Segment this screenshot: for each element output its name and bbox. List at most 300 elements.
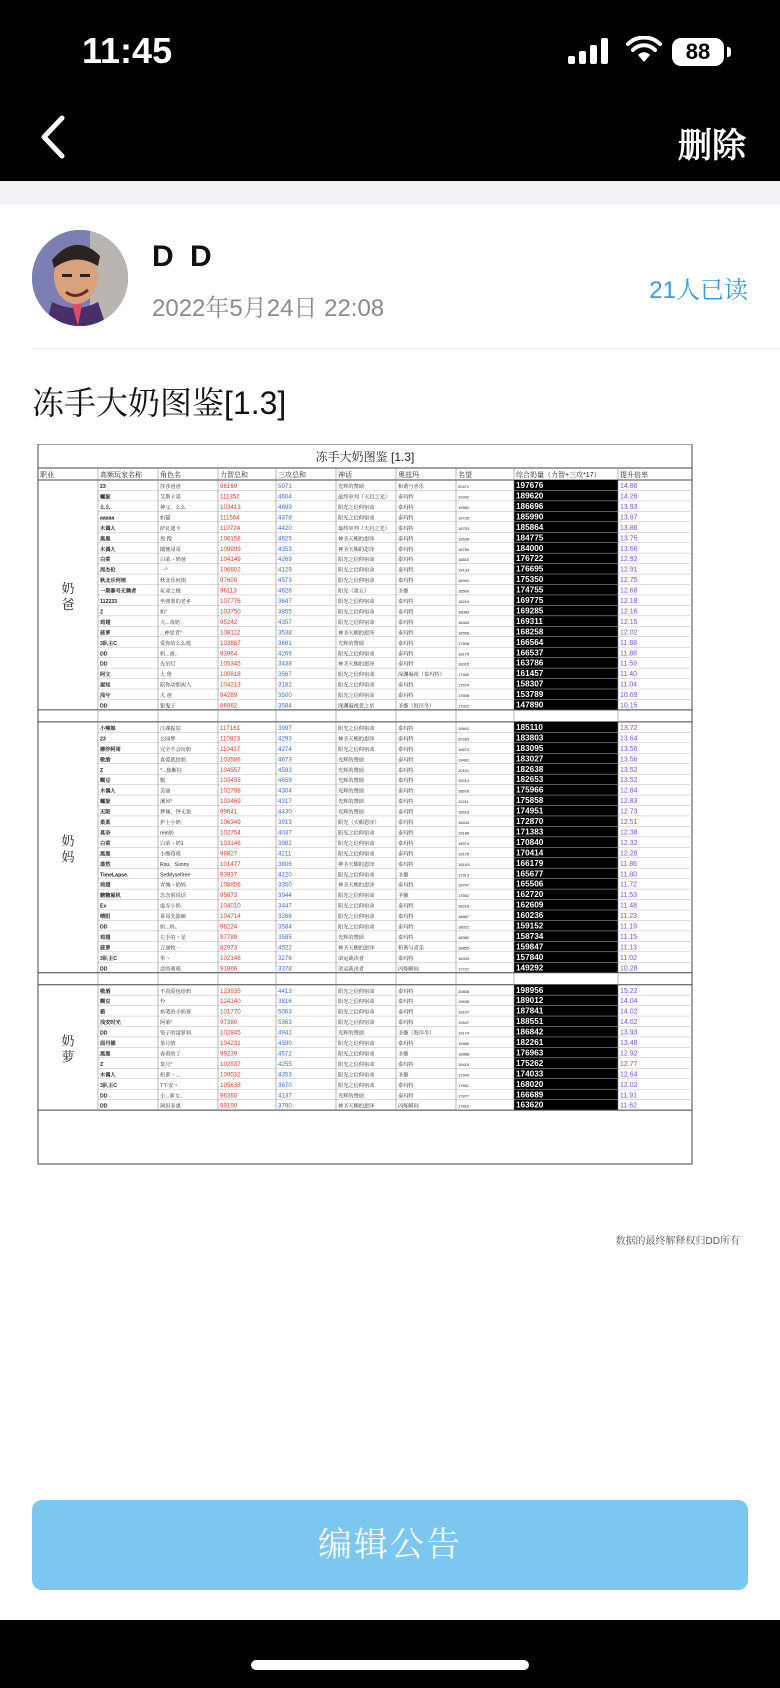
table-cell: 186696: [516, 501, 544, 511]
table-cell: 117161: [220, 724, 241, 732]
table-cell: 12.32: [620, 839, 638, 847]
table-cell: 18941: [458, 578, 470, 584]
table-cell: DD: [100, 703, 108, 710]
table-cell: 一^: [160, 567, 168, 574]
table-cell: 7不安丶: [160, 1082, 179, 1089]
table-cell: 12.02: [620, 1081, 638, 1089]
table-cell: 182638: [516, 764, 544, 774]
battery-indicator: 88: [672, 38, 724, 66]
table-cell: 185864: [516, 522, 544, 532]
table-cell: 19188: [458, 830, 470, 836]
table-cell: 阳光之信仰宿命: [338, 1061, 375, 1068]
table-cell: 19342: [458, 494, 470, 500]
table-cell: 泰玛特: [398, 725, 414, 732]
table-cell: 97609: [220, 577, 238, 585]
table-cell: 深渊凝视者之星: [338, 703, 375, 710]
table-cell: 泰玛特: [398, 788, 414, 795]
table-cell: 泰玛特: [398, 1061, 414, 1068]
table-cell: 11.53: [620, 892, 637, 900]
table-cell: 3585: [278, 933, 292, 941]
table-cell: 189620: [516, 491, 544, 501]
table-cell: 4220: [278, 871, 292, 879]
table-cell: 175262: [516, 1058, 544, 1068]
table-cell: 白菜: [100, 840, 111, 847]
table-cell: 100032: [220, 1071, 241, 1079]
table-cell: 183803: [516, 733, 544, 743]
table-cell: 111352: [220, 493, 240, 501]
table-cell: 157840: [516, 952, 544, 962]
table-cell: 17674: [458, 682, 470, 688]
table-cell: 3855: [278, 608, 292, 616]
header-cell: 角色名: [160, 472, 181, 479]
table-cell: 3816: [278, 998, 292, 1006]
table-cell: 124140: [220, 998, 241, 1006]
table-cell: 阳光之信仰宿命: [338, 1009, 375, 1016]
table-cell: 小辣娘: [100, 725, 116, 732]
table-cell: 4430: [278, 808, 292, 816]
table-cell: 11.80: [620, 871, 637, 879]
table-cell: 162609: [516, 900, 544, 910]
table-cell: 螺旋: [100, 799, 111, 806]
table-cell: 小熊莓霉: [160, 851, 181, 858]
divider: [32, 348, 780, 349]
table-cell: 白菜: [100, 557, 111, 564]
table-cell: 泰玛特: [398, 525, 414, 532]
table-cell: 阳光之信仰宿命: [338, 914, 375, 921]
table-cell: 147890: [516, 700, 544, 710]
table-cell: 泰玛特: [398, 651, 414, 658]
table-cell: 18574: [458, 840, 470, 846]
table-cell: ...神思者°: [160, 630, 182, 637]
table-cell: 光辉的赞颂: [338, 788, 364, 795]
table-cell: 11.48: [620, 902, 637, 910]
table-cell: 完全不会玩奶: [160, 746, 192, 753]
table-cell: 泰玛特: [398, 746, 414, 753]
table-cell: 木偶人: [100, 1072, 116, 1079]
table-cell: 泰玛特: [398, 1020, 414, 1027]
table-cell: 鸡翅: [100, 882, 111, 889]
table-cell: 神圣天赐的恩泽: [338, 630, 375, 637]
table-cell: 18163: [458, 861, 470, 867]
table-cell: 泰玛特: [398, 609, 414, 616]
table-cell: 4304: [278, 787, 292, 795]
table-cell: 169285: [516, 606, 544, 616]
table-cell: Z: [100, 767, 104, 774]
table-cell: 109999: [220, 545, 241, 553]
table-cell: 11.91: [620, 1092, 637, 1100]
table-cell: 11.59: [620, 660, 637, 668]
table-cell: 阳光之信仰宿命: [338, 872, 375, 879]
table-cell: 12.73: [620, 808, 638, 816]
table-cell: 102148: [220, 954, 241, 962]
table-cell: 17508: [458, 693, 470, 699]
table-cell: 大 鲁: [160, 672, 172, 679]
table-cell: 黑黑: [100, 536, 111, 543]
table-cell: 19536: [458, 536, 470, 542]
table-cell: 102469: [220, 798, 241, 806]
table-cell: 166537: [516, 648, 544, 658]
table-cell: 秋北乐何雨: [100, 578, 126, 585]
table-cell: 13.75: [620, 535, 638, 543]
table-cell: 3438: [278, 660, 292, 668]
read-count[interactable]: 21人已读: [649, 277, 748, 304]
table-cell: 茶月情: [160, 1041, 176, 1047]
table-cell: 泰玛特: [398, 1093, 414, 1100]
table-cell: 3567: [278, 671, 292, 679]
table-cell: 18780: [458, 546, 470, 552]
table-cell: 18015: [458, 661, 470, 667]
table-cell: 敬酒: [100, 757, 111, 764]
table-cell: 泰玛特: [398, 515, 414, 522]
table-cell: 光辉的赞颂: [338, 778, 364, 785]
table-cell: 11.02: [620, 954, 637, 962]
table-cell: 19133: [458, 567, 470, 573]
table-cell: 11.72: [620, 881, 637, 889]
table-cell: 螺旋: [100, 494, 111, 501]
table-cell: 4357: [278, 618, 292, 626]
table-cell: 186842: [516, 1027, 544, 1037]
author-name: D D: [152, 240, 216, 273]
table-cell: 4522: [278, 944, 292, 952]
table-cell: 19480: [458, 1041, 470, 1046]
table-cell: 4037: [278, 829, 292, 837]
table-cell: 5063: [278, 1008, 292, 1016]
table-cell: 18167: [458, 1009, 470, 1015]
table-cell: 周杰伦: [100, 567, 116, 574]
status-bar: [0, 0, 780, 181]
table-cell: 泰玛特: [398, 682, 414, 689]
table-cell: 箱: [100, 1009, 106, 1016]
table-cell: 泰玛特: [398, 504, 414, 511]
table-cell: 13.56: [620, 745, 638, 753]
table-cell: 104557: [220, 766, 241, 774]
table-cell: 泰玛特: [398, 820, 414, 826]
table-cell: 97789: [220, 933, 238, 941]
table-cell: 197676: [516, 481, 544, 491]
table-cell: 12.91: [620, 566, 638, 574]
signal-bars-icon: [568, 38, 612, 64]
table-cell: 阳光之信仰宿命: [338, 1041, 375, 1047]
table-cell: 176963: [516, 1048, 544, 1058]
table-cell: 银鬼子: [160, 703, 176, 710]
header-cell: 高频玩家名称: [100, 472, 142, 479]
avatar-image: [32, 230, 128, 326]
table-cell: 3670: [278, 1081, 292, 1089]
table-cell: 闪烁瞬间: [398, 966, 419, 973]
table-cell: 泰玛特: [398, 934, 414, 941]
table-cell: 和谐与喜乐: [398, 484, 424, 491]
table-cell: DD: [100, 966, 108, 973]
table-cell: 13.93: [620, 503, 638, 511]
table-cell: 95673: [220, 892, 238, 900]
table-cell: 阳光之信仰宿命: [338, 988, 375, 995]
table-cell: 3266: [278, 913, 292, 921]
table-cell: 176722: [516, 554, 544, 564]
table-cell: 18753: [458, 525, 470, 531]
table-cell: DD: [100, 1103, 108, 1110]
table-cell: 柳纱阿哥: [100, 746, 121, 753]
header-cell: 提升倍率: [620, 472, 648, 479]
table-cell: 阳光之信仰宿命: [338, 999, 375, 1006]
table-cell: 先吊灯: [160, 661, 176, 668]
table-cell: 3182: [278, 681, 292, 689]
table-cell: 14.86: [620, 483, 638, 491]
table-cell: 神圣天赐的恩泽: [338, 882, 375, 889]
table-cell: 96113: [220, 587, 237, 595]
table-cell: 106602: [220, 566, 241, 574]
table-cell: 糊豆: [100, 778, 111, 785]
table-cell: DD: [100, 1093, 108, 1100]
table-cell: 3584: [278, 923, 292, 931]
table-cell: DD: [100, 651, 108, 658]
table-cell: 阳光之信仰宿命: [338, 682, 375, 689]
table-cell: 阳光之信仰宿命: [338, 609, 375, 616]
table-cell: 19419: [458, 1061, 470, 1067]
table-cell: 19739: [458, 515, 470, 521]
table-cell: 春着的了: [160, 1051, 181, 1058]
table-cell: 18815: [458, 557, 470, 563]
table-cell: 99190: [220, 1102, 238, 1110]
table-cell: 94289: [220, 692, 238, 700]
table-cell: 86962: [220, 702, 238, 710]
table-cell: 3276: [278, 954, 292, 962]
table-cell: 101770: [220, 1008, 241, 1016]
table-cell: 170414: [516, 848, 544, 858]
table-cell: 3681: [278, 639, 292, 647]
table-cell: 4572: [278, 1050, 292, 1058]
edit-announcement-button[interactable]: 编辑公告: [32, 1500, 748, 1590]
table-cell: 虚弄小奶: [160, 903, 181, 910]
table-cell: 奶萝丶...: [160, 1072, 180, 1079]
header-cell: 力智总和: [220, 472, 248, 479]
table-cell: 糖糖屋机: [100, 893, 121, 900]
table-cell: 18887: [458, 914, 470, 920]
table-cell: 圣骸: [398, 893, 409, 900]
table-cell: 103586: [220, 756, 241, 764]
table-cell: 3806: [278, 860, 292, 868]
table-cell: 泰玛特: [398, 809, 414, 816]
table-cell: 泰玛特: [398, 955, 414, 962]
table-cell: 13.93: [620, 1029, 638, 1037]
table-cell: 18797: [458, 882, 470, 888]
table-cell: 白菜丶奶爸: [160, 557, 186, 564]
table-cell: 104213: [220, 681, 241, 689]
table-cell: 10.28: [620, 965, 638, 973]
table-cell: 99239: [220, 1050, 238, 1058]
table-cell: 19214: [458, 778, 470, 784]
table-cell: 176695: [516, 564, 544, 574]
table-cell: 20471: [458, 484, 470, 490]
table-cell: 18673: [458, 746, 470, 752]
table-cell: 12.68: [620, 587, 638, 595]
table-cell: 圣骸: [398, 872, 409, 879]
announcement-image[interactable]: [36, 444, 742, 1218]
table-cell: 18216: [458, 903, 470, 909]
table-cell: 泰玛特: [398, 1082, 414, 1089]
table-cell: 阳光之信仰宿命: [338, 693, 375, 700]
table-cell: 阳光之信仰宿命: [338, 578, 375, 585]
table-cell: 言康牧一: [160, 945, 181, 952]
table-cell: 12.51: [620, 819, 638, 826]
table-cell: Z: [100, 1061, 104, 1068]
table-cell: 4137: [278, 1092, 292, 1100]
table-cell: 4353: [278, 545, 292, 553]
table-cell: 104714: [220, 913, 241, 921]
table-cell: 阳光之信仰宿命: [338, 1020, 375, 1027]
table-cell: DD: [100, 924, 108, 931]
table-cell: 104231: [220, 1040, 241, 1047]
table-cell: 3584: [278, 702, 292, 710]
table-cell: 4413: [278, 987, 292, 995]
table-cell: 14.02: [620, 1019, 638, 1027]
table-cell: 柔柔: [100, 820, 111, 826]
table-cell: 5363: [278, 1019, 292, 1027]
table-cell: 光辉的赞颂: [338, 757, 364, 764]
table-cell: 98224: [220, 923, 238, 931]
table-cell: 泰玛特: [398, 536, 414, 543]
table-cell: 107776: [220, 598, 241, 605]
table-cell: 174755: [516, 585, 544, 595]
table-cell: 闪烁瞬间: [398, 1103, 419, 1110]
table-cell: 11.88: [620, 639, 637, 647]
table-cell: 163786: [516, 658, 544, 668]
table-cell: 泰玛特: [398, 567, 414, 574]
table-cell: 96360: [220, 1092, 238, 1100]
table-cell: 175858: [516, 796, 544, 806]
table-cell: 3538: [278, 629, 292, 637]
table-cell: 108856: [220, 881, 241, 889]
table-cell: 95242: [220, 618, 238, 626]
table-cell: 166564: [516, 637, 544, 647]
table-cell: 圣骸: [398, 1051, 409, 1058]
table-cell: 17922: [458, 703, 470, 709]
post-title: 冻手大奶图鉴[1.3]: [32, 385, 287, 421]
table-cell: 4941: [278, 1029, 292, 1037]
table-cell: 4211: [278, 850, 292, 858]
table-cell: 18558: [458, 630, 470, 636]
table-cell: 5971: [278, 483, 292, 491]
table-cell: 泰玛特: [398, 557, 414, 564]
table-cell: 深渊凝视（泰玛特）: [398, 672, 445, 679]
avatar[interactable]: [32, 230, 128, 326]
table-cell: 17592: [458, 893, 470, 899]
table-cell: 3378: [278, 965, 292, 973]
table-cell: 青城丶奶妈: [160, 882, 186, 889]
table-cell: 菠萝: [100, 630, 111, 637]
table-cell: 18022: [458, 924, 470, 930]
table-cell: 91866: [220, 965, 238, 973]
table-cell: 大...毒奶: [160, 619, 180, 626]
home-indicator[interactable]: [251, 1660, 529, 1670]
table-cell: 4626: [278, 587, 292, 595]
table-cell: 11.19: [620, 923, 637, 931]
table-cell: 110823: [220, 735, 241, 743]
table-cell: 神圣天赐的恩泽: [338, 661, 375, 668]
table-cell: 166689: [516, 1090, 544, 1100]
table-cell: 无限: [100, 809, 111, 816]
table-cell: 小...萝女。: [160, 1093, 186, 1100]
battery-tip: [727, 47, 731, 57]
table-cell: 4269: [278, 556, 292, 564]
table-cell: 神圣天赐的恩泽: [338, 536, 375, 543]
table-cell: 159152: [516, 921, 544, 931]
table-cell: 103413: [220, 503, 241, 511]
table-cell: 泰玛特: [398, 851, 414, 858]
table-cell: 阳光之信仰宿命: [338, 903, 375, 910]
table-cell: 泰玛特: [398, 999, 414, 1006]
table-cell: 12.38: [620, 829, 638, 837]
table-cell: 泰玛特: [398, 840, 414, 847]
table-cell: 17877: [458, 1093, 470, 1099]
table-cell: 170840: [516, 837, 544, 847]
delete-button[interactable]: 删除: [678, 127, 746, 165]
table-cell: 阿文: [100, 672, 111, 679]
table-cell: 神圣天赐的恩泽: [338, 1103, 375, 1110]
table-cell: 3647: [278, 598, 292, 605]
table-cell: 面丹德: [100, 1041, 116, 1047]
table-cell: 4129: [278, 566, 292, 574]
table-cell: 3997: [278, 724, 292, 732]
table-cell: °...独断拉: [160, 767, 182, 774]
section-label: 爸: [61, 596, 75, 612]
table-cell: 187841: [516, 1006, 544, 1016]
table-cell: 莫月°: [160, 1061, 173, 1068]
table-cell: 泰玛特: [398, 882, 414, 889]
table-cell: 4604: [278, 493, 292, 501]
table-cell: 阳光之信仰宿命: [338, 746, 375, 753]
table-cell: 泰玛特: [398, 767, 414, 774]
table-cell: 光辉的赞颂: [338, 1093, 364, 1100]
table-cell: 93964: [220, 650, 238, 658]
table-cell: 102845: [220, 1029, 241, 1037]
chevron-left-icon[interactable]: [34, 112, 74, 162]
table-cell: 17721: [458, 966, 470, 972]
table-cell: 4255: [278, 1060, 292, 1068]
table-cell: 182261: [516, 1038, 544, 1047]
table-cell: 玩命之极: [160, 588, 181, 595]
table-cell: 13.86: [620, 524, 638, 532]
table-cell: 萨瓦迪卡: [160, 525, 181, 532]
table-cell: 198956: [516, 985, 544, 995]
table-cell: 泰玛特: [398, 914, 414, 921]
table-cell: 阳光（天赐恩泽）: [338, 820, 380, 826]
table-cell: rein奶: [160, 830, 174, 837]
table-cell: 18855: [458, 945, 470, 951]
table-cell: 阳光之信仰宿命: [338, 893, 375, 900]
table-cell: 19581: [458, 504, 470, 510]
table-cell: 奶°: [160, 609, 168, 616]
document-footer: 数据的最终解释权归DD所有: [615, 1236, 740, 1247]
table-cell: 149292: [516, 963, 544, 973]
table-cell: 泰玛特: [398, 988, 414, 995]
table-cell: 13.72: [620, 724, 638, 732]
table-cell: 11.04: [620, 681, 637, 689]
table-cell: 神圣天赐的恩泽: [338, 945, 375, 952]
table-cell: 4625: [278, 535, 292, 543]
table-cell: 命运裁决者: [338, 966, 364, 973]
table-cell: 泰玛特: [398, 693, 414, 700]
table-cell: 14.02: [620, 1008, 638, 1016]
table-cell: 160236: [516, 911, 544, 921]
table-cell: 23: [100, 484, 106, 491]
table-cell: 随便哥哥: [160, 546, 181, 553]
table-cell: 糊豆: [100, 999, 111, 1006]
table-cell: 17508: [458, 640, 470, 646]
table-cell: 11.15: [620, 933, 637, 941]
table-cell: 12.92: [620, 556, 638, 564]
table-cell: 黯: [160, 778, 166, 785]
table-cell: 100818: [220, 671, 241, 679]
